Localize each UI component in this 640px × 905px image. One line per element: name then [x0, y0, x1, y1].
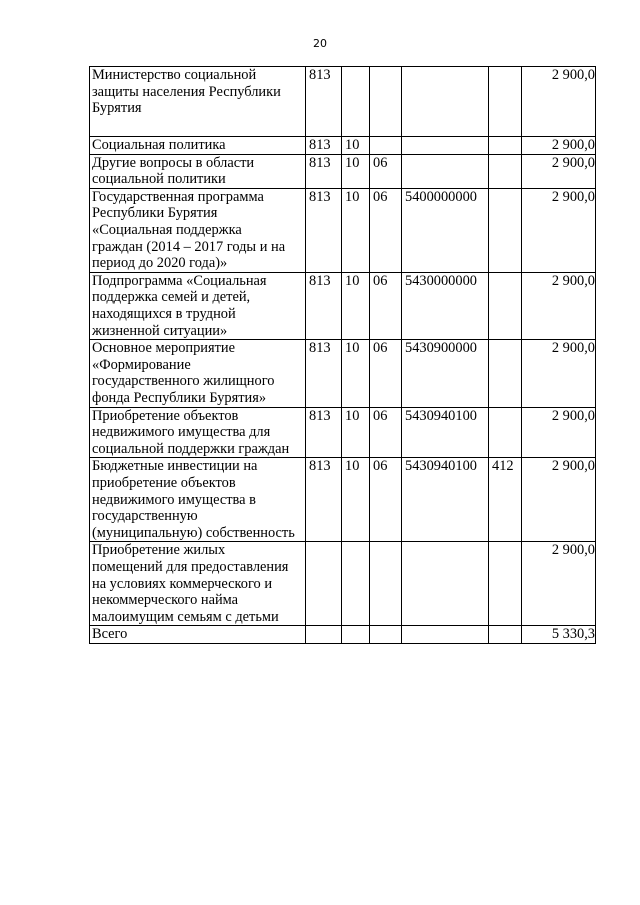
section-code-cell: 10	[342, 407, 370, 458]
subsection-code-cell: 06	[370, 154, 402, 188]
budget-table	[89, 66, 596, 644]
row-name-cell: Социальная политика	[90, 137, 306, 155]
amount-cell: 2 900,0	[522, 272, 596, 339]
section-code-cell: 10	[342, 188, 370, 272]
subsection-code-cell	[370, 67, 402, 137]
expense-type-cell	[489, 626, 522, 644]
section-code-cell	[342, 626, 370, 644]
table-row	[90, 188, 596, 272]
expense-type-cell	[489, 188, 522, 272]
section-code-cell: 10	[342, 137, 370, 155]
subsection-code-cell: 06	[370, 407, 402, 458]
amount-cell: 2 900,0	[522, 188, 596, 272]
table-row	[90, 67, 596, 137]
target-article-cell: 5430900000	[402, 340, 489, 407]
ministry-code-cell: 813	[306, 458, 342, 542]
expense-type-cell	[489, 542, 522, 626]
target-article-cell	[402, 154, 489, 188]
amount-cell: 2 900,0	[522, 154, 596, 188]
amount-cell: 5 330,3	[522, 626, 596, 644]
subsection-code-cell: 06	[370, 188, 402, 272]
expense-type-cell: 412	[489, 458, 522, 542]
amount-cell: 2 900,0	[522, 458, 596, 542]
table-row	[90, 458, 596, 542]
ministry-code-cell: 813	[306, 154, 342, 188]
expense-type-cell	[489, 407, 522, 458]
row-name-cell: Подпрограмма «Социальная поддержка семей и детей, находящихся в трудной жизненной ситуации»	[90, 272, 306, 339]
ministry-code-cell	[306, 626, 342, 644]
target-article-cell	[402, 626, 489, 644]
ministry-code-cell	[306, 542, 342, 626]
section-code-cell	[342, 542, 370, 626]
subsection-code-cell: 06	[370, 272, 402, 339]
row-name-cell: Бюджетные инвестиции на приобретение объектов недвижимого имущества в государственную (муниципальную) собственность	[90, 458, 306, 542]
table-row	[90, 340, 596, 407]
row-name-cell: Приобретение жилых помещений для предоставления на условиях коммерческого и некоммерческого найма малоимущим семьям с детьми	[90, 542, 306, 626]
page-number: 20	[313, 37, 327, 50]
row-name-cell: Всего	[90, 626, 306, 644]
section-code-cell: 10	[342, 154, 370, 188]
section-code-cell	[342, 67, 370, 137]
row-name-cell: Государственная программа Республики Бурятия «Социальная поддержка граждан (2014 – 2017 годы и на период до 2020 года)»	[90, 188, 306, 272]
expense-type-cell	[489, 67, 522, 137]
amount-cell: 2 900,0	[522, 137, 596, 155]
table-row	[90, 154, 596, 188]
target-article-cell	[402, 542, 489, 626]
subsection-code-cell	[370, 542, 402, 626]
ministry-code-cell: 813	[306, 67, 342, 137]
section-code-cell: 10	[342, 340, 370, 407]
table-row	[90, 272, 596, 339]
target-article-cell: 5430940100	[402, 407, 489, 458]
expense-type-cell	[489, 154, 522, 188]
ministry-code-cell: 813	[306, 407, 342, 458]
expense-type-cell	[489, 340, 522, 407]
row-name-cell: Приобретение объектов недвижимого имущества для социальной поддержки граждан	[90, 407, 306, 458]
target-article-cell: 5430940100	[402, 458, 489, 542]
ministry-code-cell: 813	[306, 188, 342, 272]
table-row	[90, 542, 596, 626]
table-row	[90, 137, 596, 155]
table-row	[90, 626, 596, 644]
target-article-cell	[402, 137, 489, 155]
row-name-cell: Другие вопросы в области социальной политики	[90, 154, 306, 188]
row-name-cell: Министерство социальной защиты населения Республики Бурятия	[90, 67, 306, 137]
amount-cell: 2 900,0	[522, 340, 596, 407]
subsection-code-cell	[370, 137, 402, 155]
section-code-cell: 10	[342, 272, 370, 339]
subsection-code-cell: 06	[370, 458, 402, 542]
expense-type-cell	[489, 137, 522, 155]
target-article-cell: 5400000000	[402, 188, 489, 272]
subsection-code-cell: 06	[370, 340, 402, 407]
expense-type-cell	[489, 272, 522, 339]
ministry-code-cell: 813	[306, 272, 342, 339]
amount-cell: 2 900,0	[522, 407, 596, 458]
ministry-code-cell: 813	[306, 340, 342, 407]
row-name-cell: Основное мероприятие «Формирование государственного жилищного фонда Республики Бурятия»	[90, 340, 306, 407]
table-body	[90, 67, 596, 644]
target-article-cell	[402, 67, 489, 137]
table-row	[90, 407, 596, 458]
target-article-cell: 5430000000	[402, 272, 489, 339]
subsection-code-cell	[370, 626, 402, 644]
amount-cell: 2 900,0	[522, 542, 596, 626]
ministry-code-cell: 813	[306, 137, 342, 155]
section-code-cell: 10	[342, 458, 370, 542]
amount-cell: 2 900,0	[522, 67, 596, 137]
